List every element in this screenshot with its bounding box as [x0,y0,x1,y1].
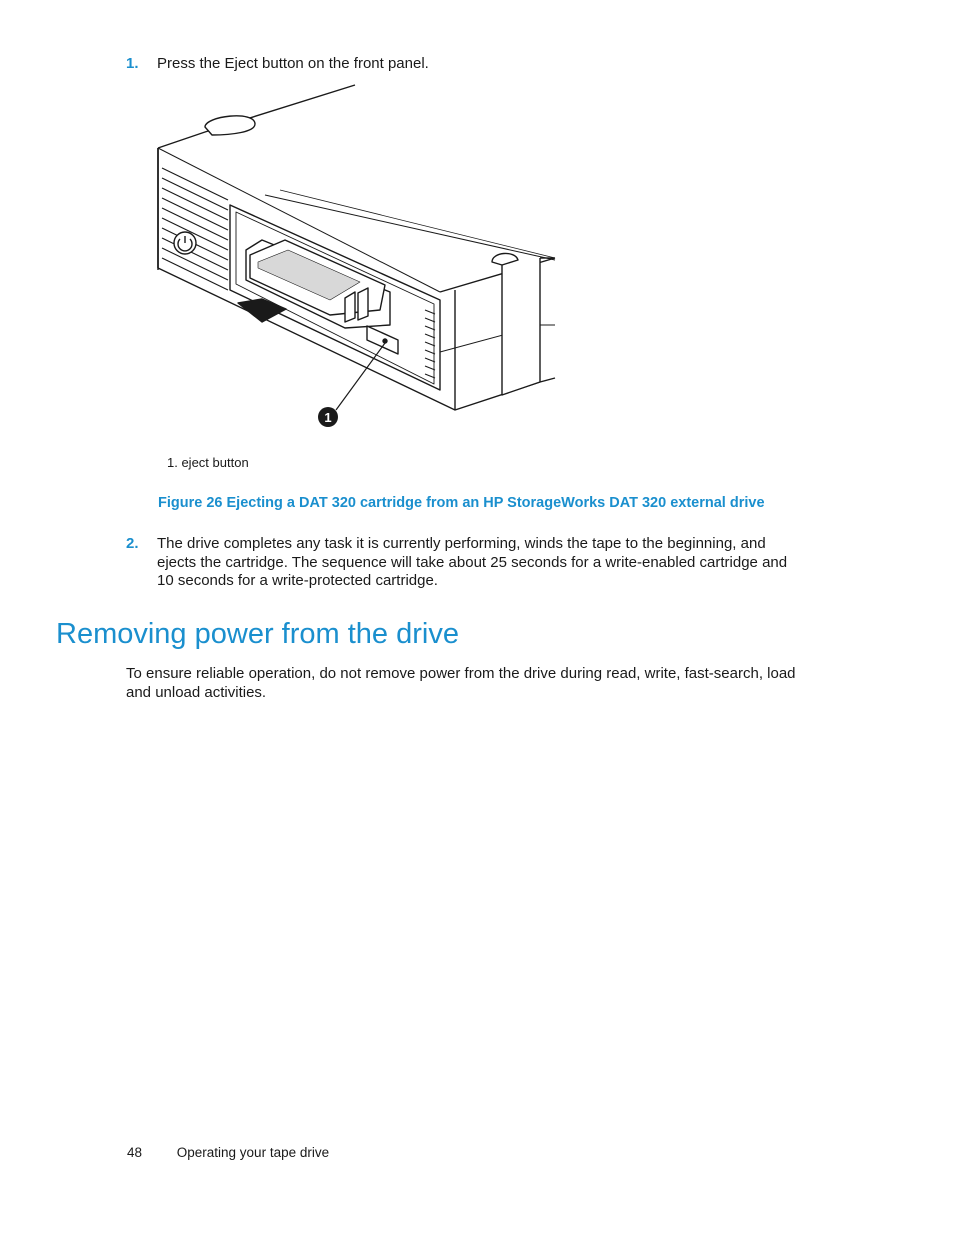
page-number: 48 [127,1145,143,1160]
step-text: Press the Eject button on the front panel. [157,55,429,72]
step-number: 2. [126,535,139,552]
tape-drive-illustration [150,80,560,430]
step-number: 1. [126,55,139,72]
figure-caption: Figure 26 Ejecting a DAT 320 cartridge from an HP StorageWorks DAT 320 external drive [158,495,765,511]
section-body: To ensure reliable operation, do not remove power from the drive during read, write, fast-search, load and unload activities. [126,665,796,701]
step-text: The drive completes any task it is currently performing, winds the tape to the beginning, and ejects the cartridge. The sequence will take about 25 seconds for a write-enabled cartridge and 10 seconds for a write-protected cartridge. [157,535,788,589]
step-1 [126,55,786,75]
chapter-title: Operating your tape drive [176,1145,330,1160]
step-2 [126,535,806,595]
callout-legend: 1. eject button [167,455,249,470]
page-footer [127,1145,329,1160]
section-title: Removing power from the drive [56,618,459,650]
callout-marker: 1 [324,410,332,425]
